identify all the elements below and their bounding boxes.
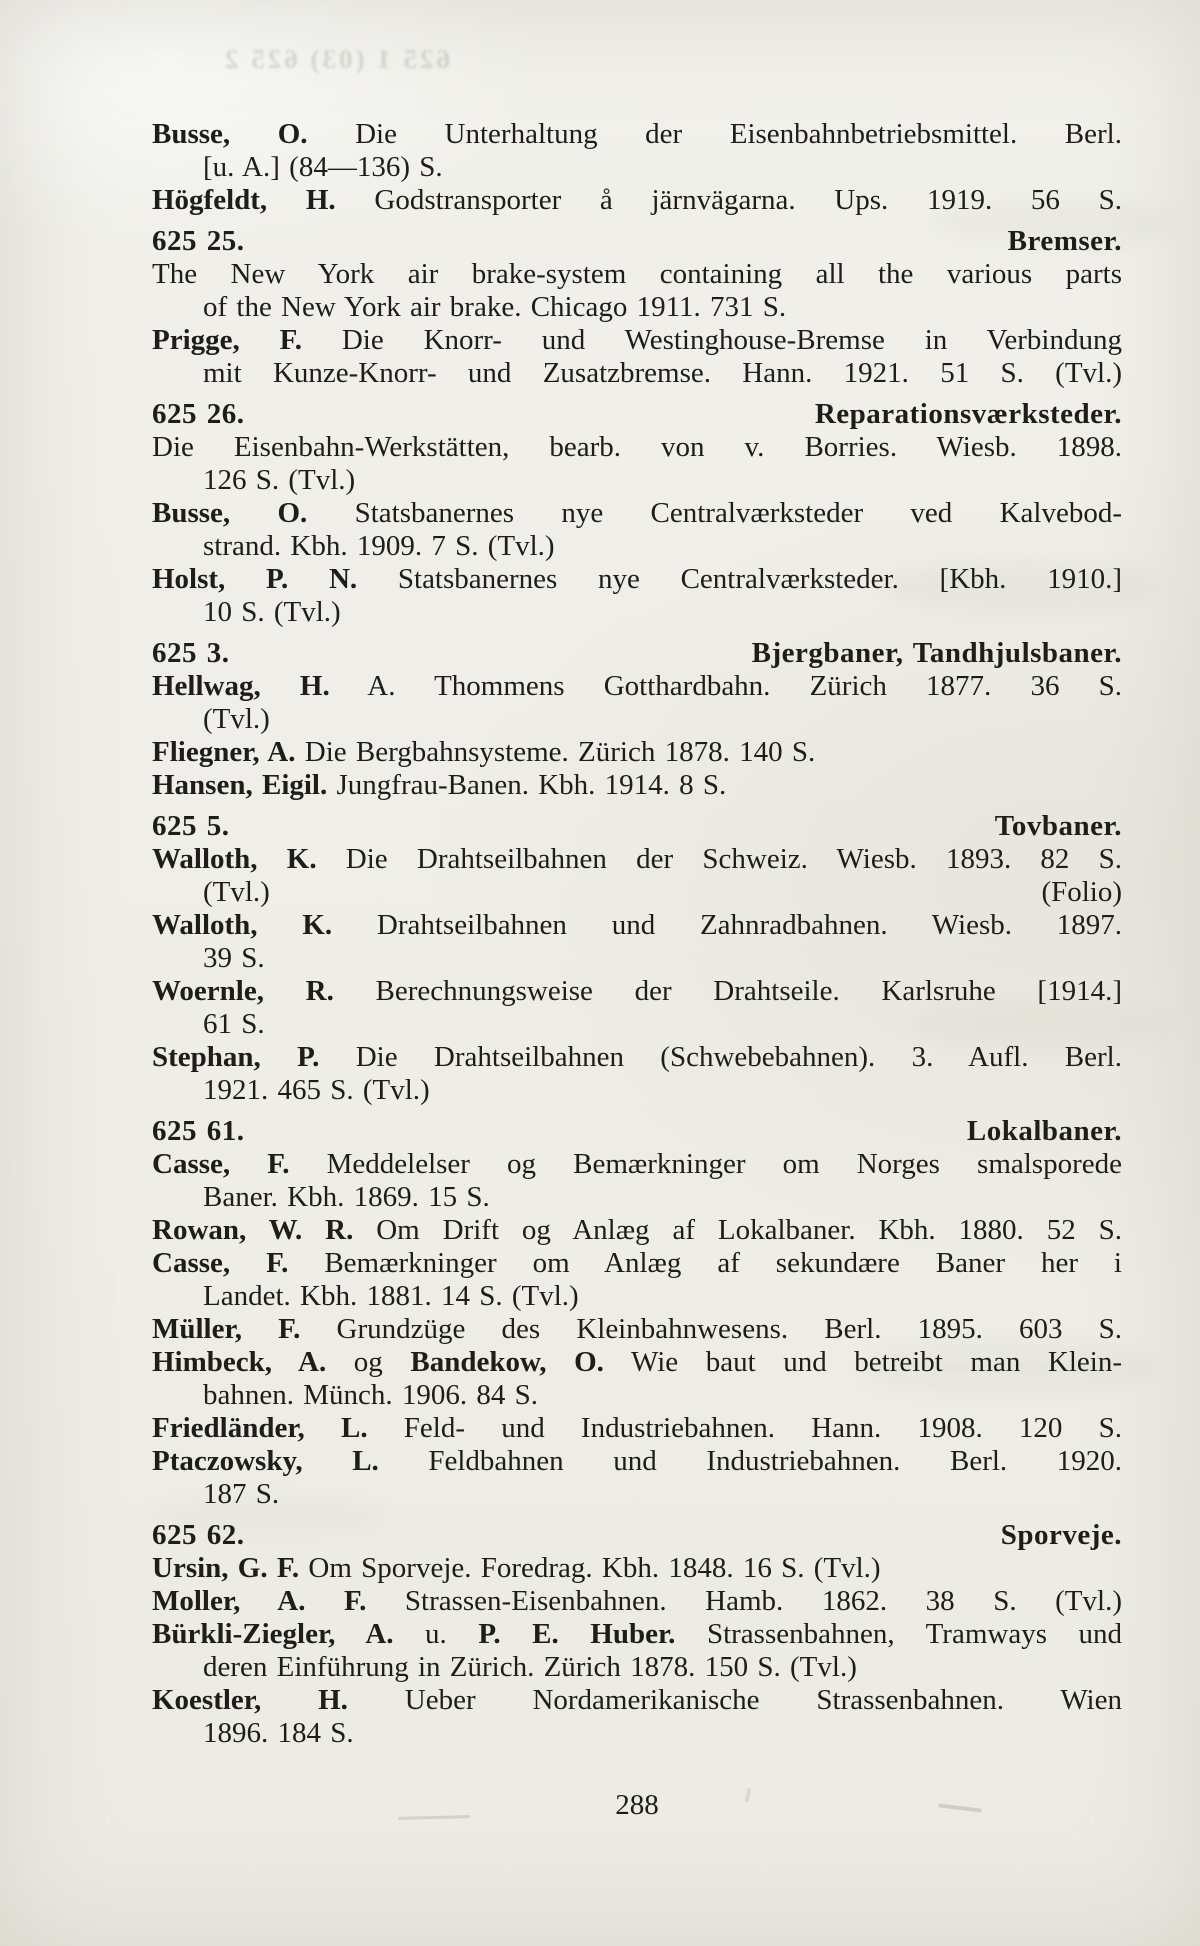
bib-line xyxy=(152,530,1122,563)
author-name: Hansen, Eigil. xyxy=(152,769,328,801)
bib-line xyxy=(152,1684,1122,1717)
section-heading xyxy=(152,637,1122,670)
section-title: Tovbaner. xyxy=(994,810,1122,842)
bib-line-text xyxy=(152,1148,1122,1180)
bib-line xyxy=(152,1412,1122,1445)
bib-text: Feldbahnen und Industriebahnen. Berl. 1920. xyxy=(378,1445,1122,1477)
bib-text: 61 S. xyxy=(203,1008,265,1040)
bib-line xyxy=(152,1379,1122,1412)
bib-line-text xyxy=(152,1684,1122,1716)
bib-line xyxy=(152,1346,1122,1379)
section-heading xyxy=(152,1519,1122,1552)
bib-text: u. xyxy=(393,1618,479,1650)
author-name: Casse, F. xyxy=(152,1148,290,1180)
author-name: Rowan, W. R. xyxy=(152,1214,354,1246)
section-heading xyxy=(152,810,1122,843)
section-heading xyxy=(152,225,1122,258)
bib-line-text xyxy=(152,324,1122,356)
bib-line xyxy=(152,118,1122,151)
bib-text: Die Eisenbahn-Werkstätten, bearb. von v. Borries. Wiesb. 1898. xyxy=(152,431,1122,463)
bib-text: Statsbanernes nye Centralværksteder. [Kbh. 1910.] xyxy=(357,563,1122,595)
bib-line xyxy=(152,563,1122,596)
bib-line-right-text: (Folio) xyxy=(1041,876,1122,908)
author-name: Ursin, G. F. xyxy=(152,1552,300,1584)
bib-line-text xyxy=(203,1074,430,1106)
bib-text: Om Sporveje. Foredrag. Kbh. 1848. 16 S. (Tvl.) xyxy=(299,1552,881,1584)
bib-line-text xyxy=(152,1618,1122,1650)
section-number: 625 62. xyxy=(152,1519,245,1551)
bib-line-text xyxy=(152,843,1122,875)
author-name: Högfeldt, H. xyxy=(152,184,336,216)
author-name: Ptaczowsky, L. xyxy=(152,1445,379,1477)
bib-text: Drahtseilbahnen und Zahnradbahnen. Wiesb. 1897. xyxy=(332,909,1122,941)
bib-text: mit Kunze-Knorr- und Zusatzbremse. Hann. 1921. 51 S. (Tvl.) xyxy=(203,357,1122,389)
bib-line-text xyxy=(152,1445,1122,1477)
bib-text: Grundzüge des Kleinbahnwesens. Berl. 1895. 603 S. xyxy=(300,1313,1122,1345)
bib-text: 10 S. (Tvl.) xyxy=(203,596,341,628)
bib-line xyxy=(152,1552,1122,1585)
bib-text: deren Einführung in Zürich. Zürich 1878. 150 S. (Tvl.) xyxy=(203,1651,857,1683)
page-number: 288 xyxy=(615,1789,659,1821)
bib-line xyxy=(152,497,1122,530)
bib-line xyxy=(152,258,1122,291)
section-number: 625 5. xyxy=(152,810,230,842)
bib-line-text xyxy=(203,942,265,974)
bib-line-text xyxy=(152,670,1122,702)
section-heading xyxy=(152,398,1122,431)
bib-line xyxy=(152,1280,1122,1313)
author-name: Koestler, H. xyxy=(152,1684,348,1716)
bib-line xyxy=(152,324,1122,357)
bib-line-text xyxy=(203,1478,279,1510)
bib-line xyxy=(152,736,1122,769)
section-title: Bremser. xyxy=(1007,225,1122,257)
bib-text: [u. A.] (84—136) S. xyxy=(203,151,443,183)
bib-line-text xyxy=(203,1651,857,1683)
bib-line-text xyxy=(203,357,1122,389)
author-name: Moller, A. F. xyxy=(152,1585,367,1617)
bib-line xyxy=(152,876,1122,909)
bib-line xyxy=(152,151,1122,184)
author-name: Walloth, K. xyxy=(152,843,317,875)
bib-line xyxy=(152,1445,1122,1478)
bib-line-text xyxy=(152,975,1122,1007)
bib-line-text xyxy=(203,1717,354,1749)
bib-text: bahnen. Münch. 1906. 84 S. xyxy=(203,1379,539,1411)
bib-text: Ueber Nordamerikanische Strassenbahnen. Wien xyxy=(347,1684,1122,1716)
bib-text: og xyxy=(326,1346,411,1378)
bib-text: Landet. Kbh. 1881. 14 S. (Tvl.) xyxy=(203,1280,579,1312)
bib-text: of the New York air brake. Chicago 1911. 731 S. xyxy=(203,291,787,323)
bib-text: Feld- und Industriebahnen. Hann. 1908. 120 S. xyxy=(367,1412,1122,1444)
bib-line xyxy=(152,1074,1122,1107)
bib-line xyxy=(152,291,1122,324)
bib-line-text xyxy=(152,563,1122,595)
bibliography xyxy=(152,118,1122,1750)
bib-line xyxy=(152,1618,1122,1651)
bib-line-text xyxy=(203,1181,490,1213)
section-heading xyxy=(152,1115,1122,1148)
bib-text: Jungfrau-Banen. Kbh. 1914. 8 S. xyxy=(327,769,727,801)
bib-text: Bemærkninger om Anlæg af sekundære Baner her i xyxy=(288,1247,1122,1279)
bib-line-text xyxy=(152,1041,1122,1073)
bib-line xyxy=(152,1008,1122,1041)
bib-line xyxy=(152,670,1122,703)
bib-line-text xyxy=(152,909,1122,941)
bib-line-text xyxy=(152,497,1122,529)
bib-text: Baner. Kbh. 1869. 15 S. xyxy=(203,1181,490,1213)
bib-line-text xyxy=(152,184,1122,216)
author-name: Stephan, P. xyxy=(152,1041,320,1073)
bib-text: 1896. 184 S. xyxy=(203,1717,354,1749)
bib-line-text xyxy=(152,1214,1122,1246)
bib-line xyxy=(152,1651,1122,1684)
bib-line xyxy=(152,184,1122,217)
bib-text: 1921. 465 S. (Tvl.) xyxy=(203,1074,430,1106)
bib-line xyxy=(152,1478,1122,1511)
bib-text: Die Drahtseilbahnen (Schwebebahnen). 3. Aufl. Berl. xyxy=(319,1041,1122,1073)
bib-text: Die Bergbahnsysteme. Zürich 1878. 140 S. xyxy=(295,736,816,768)
bib-line xyxy=(152,1585,1122,1618)
author-name: Busse, O. xyxy=(152,118,308,150)
bib-text: (Tvl.) xyxy=(203,876,270,908)
bib-line-text xyxy=(203,1280,579,1312)
author-name: Holst, P. N. xyxy=(152,563,358,595)
bib-line-text xyxy=(152,1412,1122,1444)
author-name: Friedländer, L. xyxy=(152,1412,368,1444)
bib-text: Strassen-Eisenbahnen. Hamb. 1862. 38 S. (Tvl.) xyxy=(366,1585,1122,1617)
bib-line xyxy=(152,703,1122,736)
bib-line-text xyxy=(152,1346,1122,1378)
author-name: Himbeck, A. xyxy=(152,1346,327,1378)
bib-text: Die Unterhaltung der Eisenbahnbetriebsmittel. Berl. xyxy=(307,118,1122,150)
bib-line-text xyxy=(203,151,443,183)
bib-text: strand. Kbh. 1909. 7 S. (Tvl.) xyxy=(203,530,555,562)
bib-text: Meddelelser og Bemærkninger om Norges smalsporede xyxy=(289,1148,1122,1180)
bib-text: 39 S. xyxy=(203,942,265,974)
section-number: 625 3. xyxy=(152,637,230,669)
bib-line xyxy=(152,431,1122,464)
bib-line xyxy=(152,596,1122,629)
bib-line xyxy=(152,464,1122,497)
bib-line-text xyxy=(203,876,270,909)
bib-line-text xyxy=(152,431,1122,463)
section-title: Bjergbaner, Tandhjulsbaner. xyxy=(751,637,1122,669)
bib-line-text xyxy=(203,1379,538,1411)
bib-text: Die Knorr- und Westinghouse-Bremse in Verbindung xyxy=(301,324,1122,356)
bib-text: 187 S. xyxy=(203,1478,280,1510)
author-name: Casse, F. xyxy=(152,1247,289,1279)
bib-line xyxy=(152,975,1122,1008)
bib-line-text xyxy=(152,736,815,768)
bib-line-text xyxy=(203,596,341,628)
bib-line-text xyxy=(203,291,786,323)
author-name: Woernle, R. xyxy=(152,975,334,1007)
bib-line-text xyxy=(152,1585,1122,1617)
bib-line-text xyxy=(203,464,355,496)
author-name: Busse, O. xyxy=(152,497,308,529)
bib-line-text xyxy=(152,1313,1122,1345)
bib-line xyxy=(152,1717,1122,1750)
bib-line-text xyxy=(152,1552,881,1584)
bib-line xyxy=(152,843,1122,876)
bib-line-text xyxy=(203,530,555,562)
section-number: 625 61. xyxy=(152,1115,245,1147)
bib-line xyxy=(152,1148,1122,1181)
bib-line xyxy=(152,1247,1122,1280)
section-number: 625 25. xyxy=(152,225,245,257)
bib-line xyxy=(152,1313,1122,1346)
author-name: Bandekow, O. xyxy=(410,1346,604,1378)
bib-line xyxy=(152,942,1122,975)
bib-text: Statsbanernes nye Centralværksteder ved Kalvebod- xyxy=(307,497,1122,529)
bib-line-text xyxy=(203,703,270,735)
bib-line xyxy=(152,909,1122,942)
bib-line-text xyxy=(152,258,1122,290)
section-title: Lokalbaner. xyxy=(966,1115,1122,1147)
bib-text: Wie baut und betreibt man Klein- xyxy=(603,1346,1123,1378)
author-name: Prigge, F. xyxy=(152,324,302,356)
author-name: Müller, F. xyxy=(152,1313,301,1345)
bib-line xyxy=(152,769,1122,802)
bib-line-text xyxy=(152,1247,1122,1279)
author-name: Bürkli-Ziegler, A. xyxy=(152,1618,394,1650)
bib-line xyxy=(152,357,1122,390)
bib-line xyxy=(152,1214,1122,1247)
bib-line-text xyxy=(152,769,726,801)
section-title: Reparationsværksteder. xyxy=(814,398,1122,430)
bib-text: (Tvl.) xyxy=(203,703,270,735)
bib-text: The New York air brake-system containing all the various parts xyxy=(152,258,1122,290)
author-name: Fliegner, A. xyxy=(152,736,296,768)
bib-text: Om Drift og Anlæg af Lokalbaner. Kbh. 1880. 52 S. xyxy=(353,1214,1122,1246)
bib-text: Die Drahtseilbahnen der Schweiz. Wiesb. 1893. 82 S. xyxy=(316,843,1123,875)
bib-text: Godstransporter å järnvägarna. Ups. 1919. 56 S. xyxy=(335,184,1122,216)
author-name: Hellwag, H. xyxy=(152,670,330,702)
author-name: Walloth, K. xyxy=(152,909,333,941)
bib-text: 126 S. (Tvl.) xyxy=(203,464,356,496)
bib-text: Strassenbahnen, Tramways und xyxy=(675,1618,1122,1650)
bib-text: A. Thommens Gotthardbahn. Zürich 1877. 36 S. xyxy=(329,670,1122,702)
bib-line-text xyxy=(152,118,1122,150)
bib-line xyxy=(152,1181,1122,1214)
bleedthrough-text: 625 1 (03) 625 2 xyxy=(222,44,450,74)
bib-line xyxy=(152,1041,1122,1074)
section-title: Sporveje. xyxy=(1000,1519,1122,1551)
author-name: P. E. Huber. xyxy=(478,1618,676,1650)
bib-line-text xyxy=(203,1008,265,1040)
section-number: 625 26. xyxy=(152,398,245,430)
bib-text: Berechnungsweise der Drahtseile. Karlsruhe [1914.] xyxy=(333,975,1122,1007)
